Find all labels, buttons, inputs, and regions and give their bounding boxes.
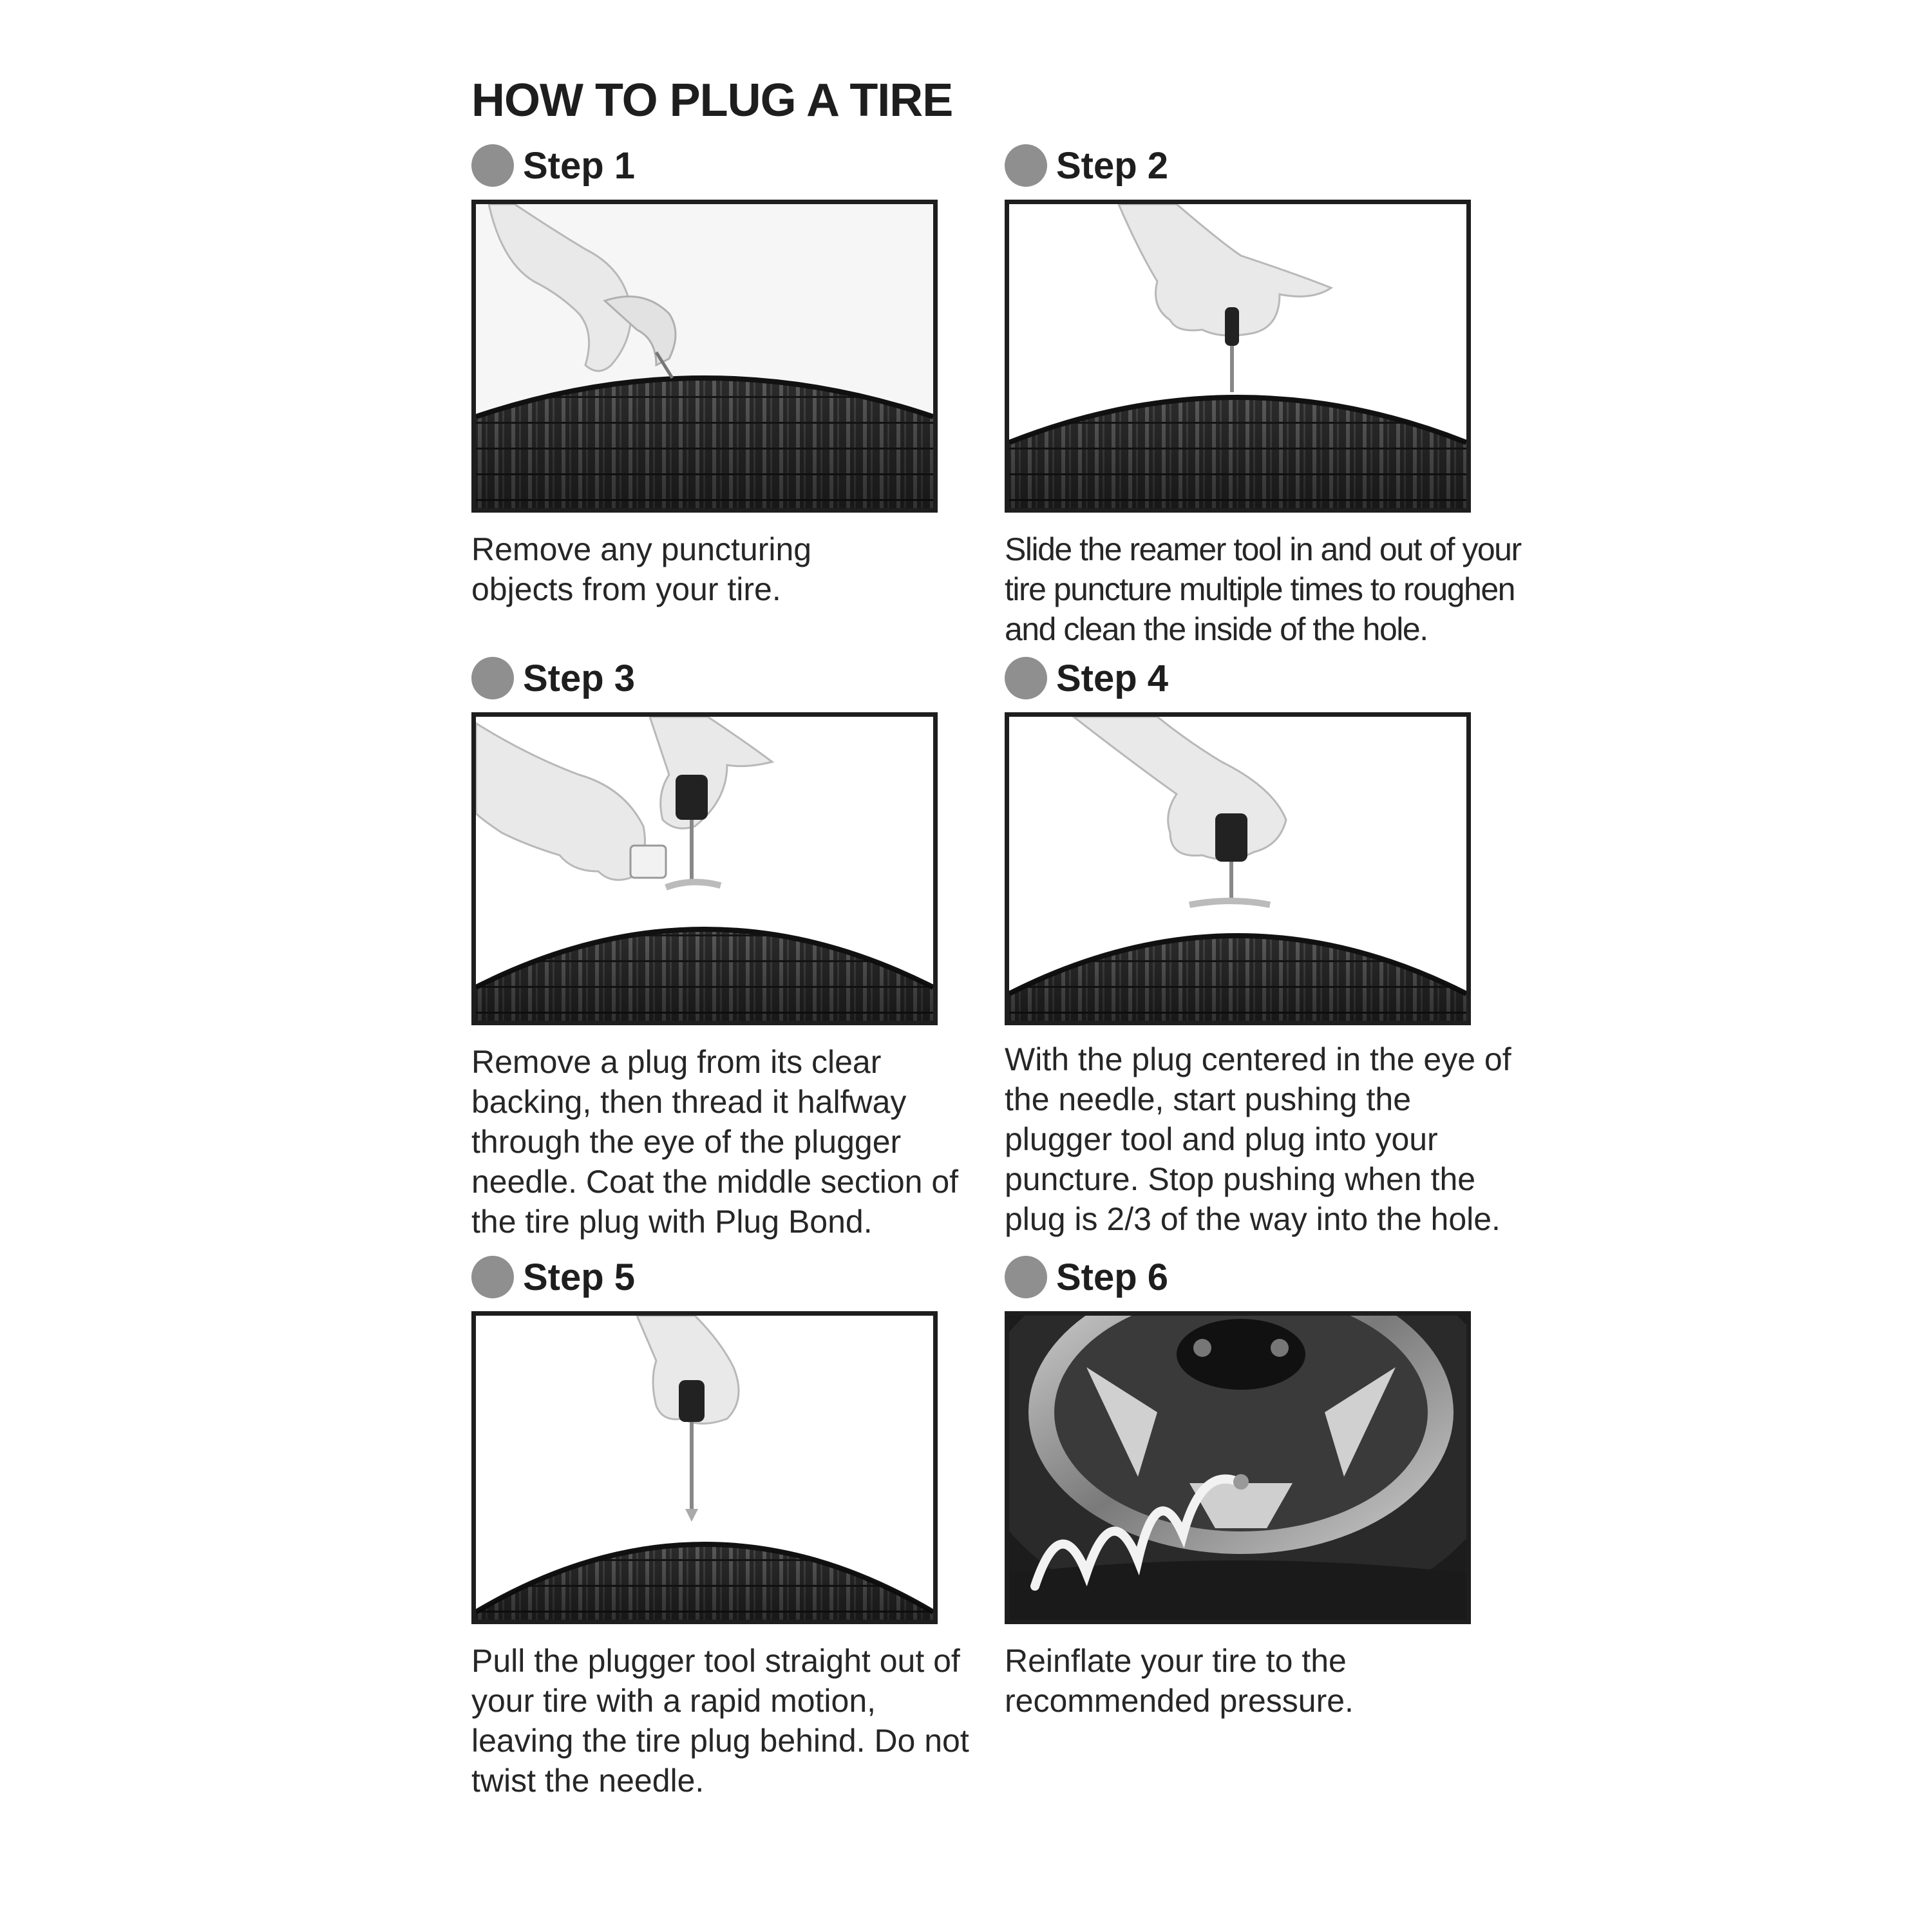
step-4-illustration [1009,717,1466,1021]
step-2-header [1005,143,1494,188]
step-6-header [1005,1255,1494,1300]
step-3-label: Step 3 [523,657,636,699]
step-5-label: Step 5 [523,1256,636,1298]
step-bullet-icon [471,1256,514,1298]
step-bullet-icon [471,144,514,187]
step-1-description: Remove any puncturing objects from your tire. [471,531,812,607]
step-4 [1005,656,1511,1237]
step-4-header [1005,656,1494,701]
step-6 [1005,1255,1494,1719]
step-bullet-icon [1005,144,1047,187]
step-1-photo [471,200,938,513]
step-2 [1005,143,1521,647]
step-4-description: With the plug centered in the eye of the needle, start pushing the plugger tool and plug into your puncture. Stop pushing when the plug is 2/3 of the way into the hole. [1005,1041,1511,1237]
step-1-header [471,143,961,188]
step-2-label: Step 2 [1056,144,1169,187]
step-5-illustration [476,1316,933,1620]
step-6-photo [1005,1311,1471,1624]
step-3 [471,656,961,1240]
step-2-photo [1005,200,1471,513]
step-2-illustration [1009,204,1466,508]
step-bullet-icon [1005,657,1047,699]
step-3-header [471,656,961,701]
page-title: HOW TO PLUG A TIRE [471,75,953,126]
step-6-description: Reinflate your tire to the recommended pressure. [1005,1643,1354,1719]
step-5-header [471,1255,961,1300]
step-4-label: Step 4 [1056,657,1169,699]
step-5-description: Pull the plugger tool straight out of your tire with a rapid motion, leaving the tire plug behind. Do not twist the needle. [471,1643,969,1799]
step-1-illustration [476,204,933,508]
step-3-photo [471,712,938,1025]
step-6-label: Step 6 [1056,1256,1169,1298]
step-3-description: Remove a plug from its clear backing, then thread it halfway through the eye of the plugger needle. Coat the middle section of the tire plug with Plug Bond. [471,1044,959,1240]
step-bullet-icon [1005,1256,1047,1298]
step-4-photo [1005,712,1471,1025]
step-1-label: Step 1 [523,144,636,187]
step-5-photo [471,1311,938,1624]
step-5 [471,1255,969,1799]
step-bullet-icon [471,657,514,699]
step-1 [471,143,961,607]
step-6-illustration [1009,1316,1466,1620]
step-2-description: Slide the reamer tool in and out of your tire puncture multiple times to roughen and clean the inside of the hole. [1005,531,1521,647]
step-3-illustration [476,717,933,1021]
